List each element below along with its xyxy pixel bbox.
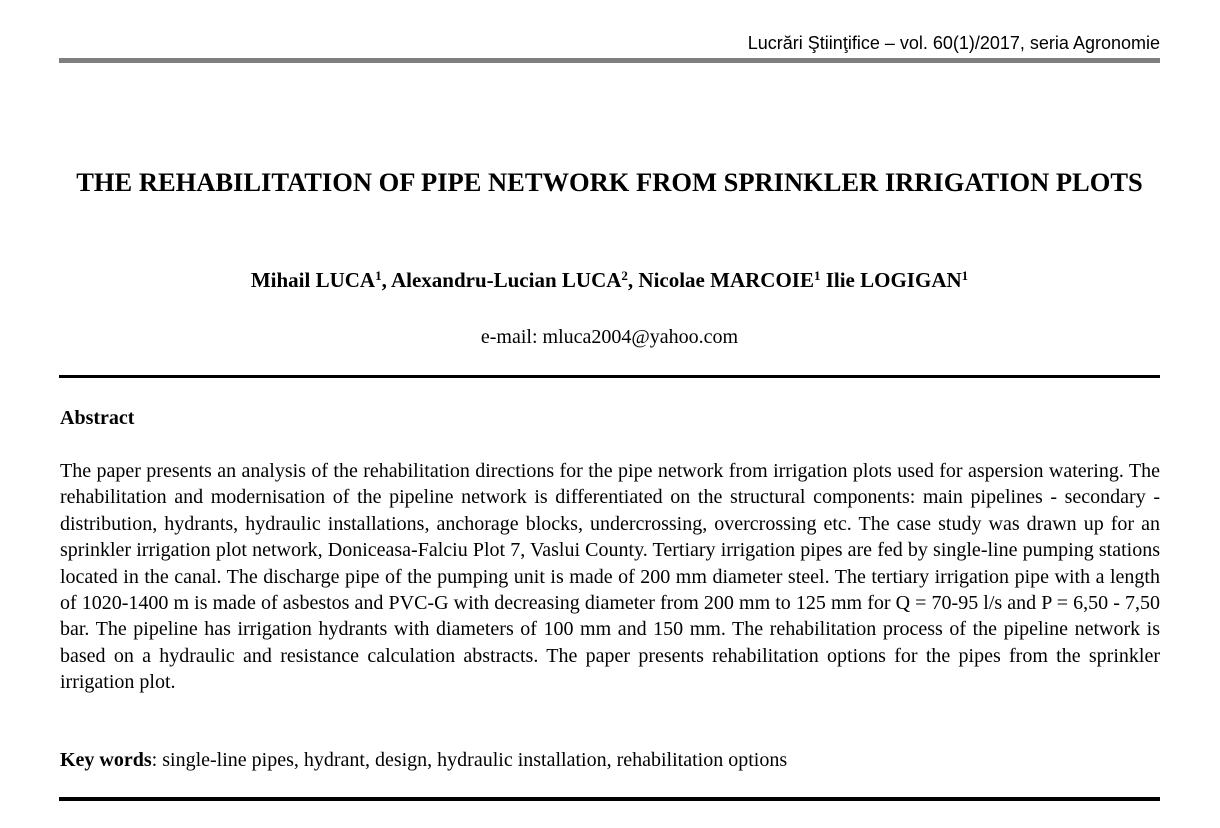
abstract-heading: Abstract <box>60 407 135 429</box>
author-affiliation: 1 <box>813 268 821 283</box>
header-rule <box>59 58 1160 63</box>
keywords-separator: : <box>151 749 163 771</box>
author-affiliation: 1 <box>375 268 382 283</box>
author-list <box>59 266 1160 294</box>
keywords <box>60 747 1160 773</box>
author <box>251 268 391 292</box>
abstract-bottom-rule <box>59 797 1160 801</box>
author-separator: , <box>627 268 639 292</box>
author-affiliation: 2 <box>621 268 628 283</box>
keywords-label: Key words <box>60 749 152 771</box>
author-affiliation: 1 <box>961 268 969 283</box>
author <box>826 268 968 292</box>
author-name: Alexandru-Lucian LUCA <box>390 268 622 292</box>
running-head: Lucrări Ştiinţifice – vol. 60(1)/2017, seria Agronomie <box>747 33 1160 53</box>
author-name: Nicolae MARCOIE <box>638 268 814 292</box>
author-name: Ilie LOGIGAN <box>825 268 962 292</box>
author-email: e-mail: mluca2004@yahoo.com <box>480 326 739 348</box>
author <box>391 268 638 292</box>
paper-title: THE REHABILITATION OF PIPE NETWORK FROM SPRINKLER IRRIGATION PLOTS <box>76 167 1143 197</box>
abstract-top-rule <box>59 375 1160 378</box>
abstract-text: The paper presents an analysis of the rehabilitation directions for the pipe network from irrigation plots used for aspersion watering. The rehabilitation and modernisation of the pipeline network is differentiated on the structural components: main pipelines - secondary - distribution, hydrants, hydraulic installations, anchorage blocks, undercrossing, overcrossing etc. The case study was drawn up for an sprinkler irrigation plot network, Doniceasa-Falciu Plot 7, Vaslui County. Tertiary irrigation pipes are fed by single-line pumping stations located in the canal. The discharge pipe of the pumping unit is made of 200 mm diameter steel. The tertiary irrigation pipe with a length of 1020-1400 m is made of asbestos and PVC-G with decreasing diameter from 200 mm to 125 mm for Q = 70-95 l/s and P = 6,50 - 7,50 bar. The pipeline has irrigation hydrants with diameters of 100 mm and 150 mm. The rehabilitation process of the pipeline network is based on a hydraulic and resistance calculation abstracts. The paper presents rehabilitation options for the pipes from the sprinkler irrigation plot. <box>60 460 1160 694</box>
keywords-text: single-line pipes, hydrant, design, hydraulic installation, rehabilitation options <box>162 749 788 771</box>
author <box>638 268 825 292</box>
author-separator: , <box>381 268 391 292</box>
author-name: Mihail LUCA <box>250 268 376 292</box>
